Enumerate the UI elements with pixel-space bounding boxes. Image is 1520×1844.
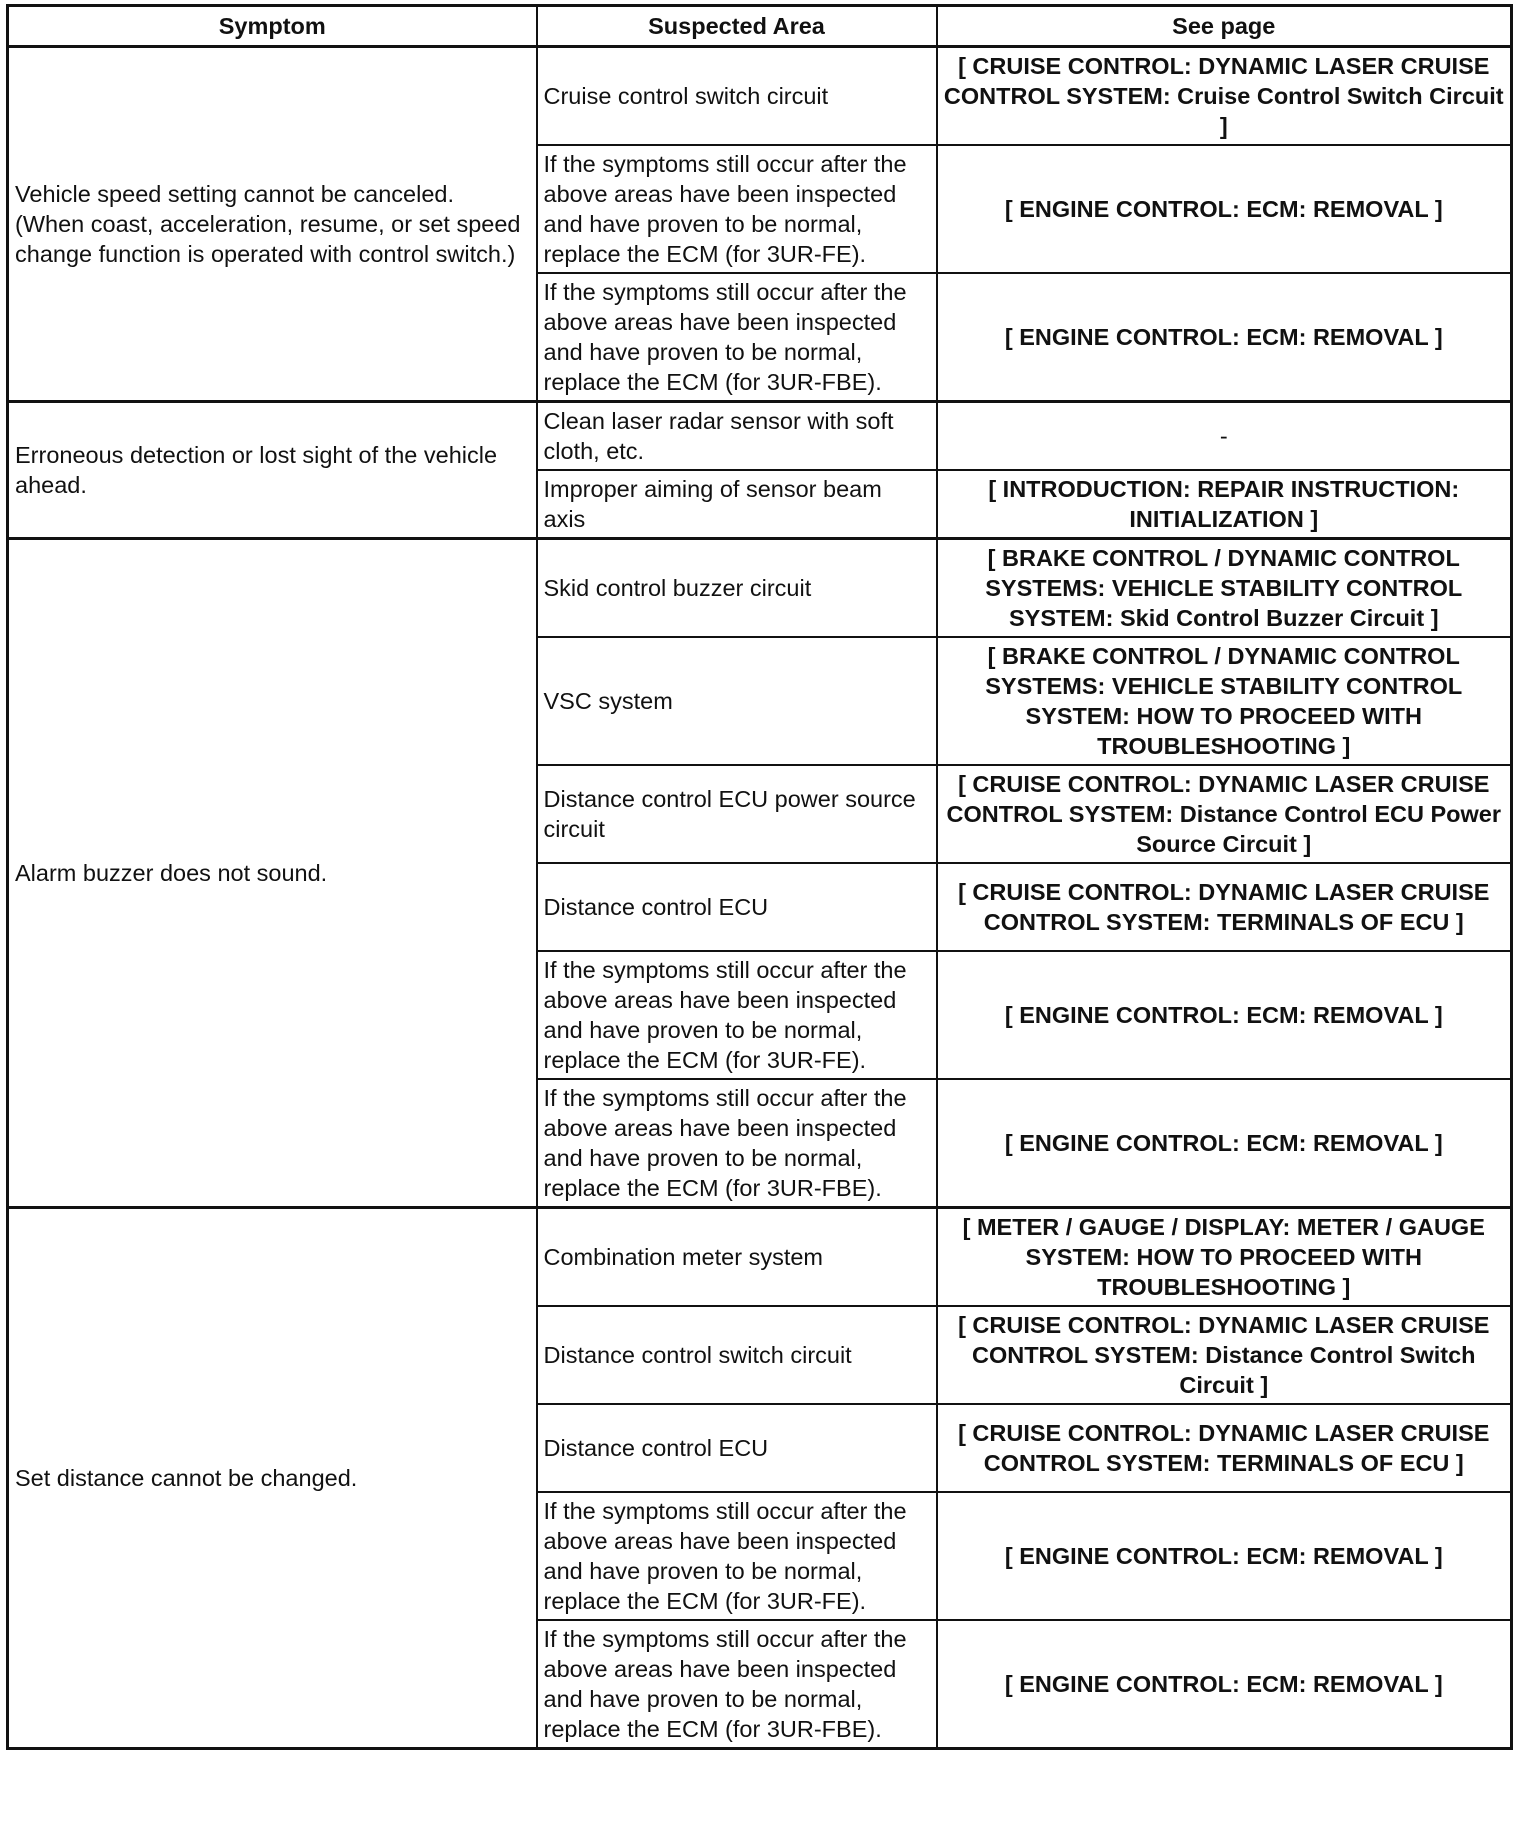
- see-page-cell: [ ENGINE CONTROL: ECM: REMOVAL ]: [937, 1492, 1512, 1620]
- see-page-cell: [ ENGINE CONTROL: ECM: REMOVAL ]: [937, 1079, 1512, 1208]
- symptom-group-speed-cancel: [8, 47, 1512, 402]
- symptom-group-alarm-buzzer: [8, 539, 1512, 1208]
- suspected-area-cell: If the symptoms still occur after the above areas have been inspected and have proven to be normal, replace the ECM (for 3UR-FBE).: [537, 1079, 937, 1208]
- suspected-area-cell: Distance control ECU power source circuit: [537, 765, 937, 863]
- suspected-area-cell: If the symptoms still occur after the above areas have been inspected and have proven to be normal, replace the ECM (for 3UR-FE).: [537, 145, 937, 273]
- see-page-cell: -: [937, 402, 1512, 471]
- suspected-area-cell: If the symptoms still occur after the above areas have been inspected and have proven to be normal, replace the ECM (for 3UR-FE).: [537, 1492, 937, 1620]
- see-page-cell: [ CRUISE CONTROL: DYNAMIC LASER CRUISE CONTROL SYSTEM: Distance Control Switch Circuit ]: [937, 1306, 1512, 1404]
- symptom-group-set-distance: [8, 1208, 1512, 1749]
- symptom-group-erroneous-detection: [8, 402, 1512, 539]
- suspected-area-cell: If the symptoms still occur after the above areas have been inspected and have proven to be normal, replace the ECM (for 3UR-FBE).: [537, 1620, 937, 1749]
- suspected-area-cell: If the symptoms still occur after the above areas have been inspected and have proven to be normal, replace the ECM (for 3UR-FE).: [537, 951, 937, 1079]
- table-row: [8, 47, 1512, 146]
- see-page-cell: [ CRUISE CONTROL: DYNAMIC LASER CRUISE CONTROL SYSTEM: Cruise Control Switch Circuit ]: [937, 47, 1512, 146]
- suspected-area-cell: Skid control buzzer circuit: [537, 539, 937, 638]
- symptom-cell: Erroneous detection or lost sight of the vehicle ahead.: [8, 402, 537, 539]
- troubleshooting-table: [6, 4, 1513, 1750]
- table-row: [8, 539, 1512, 638]
- see-page-cell: [ ENGINE CONTROL: ECM: REMOVAL ]: [937, 145, 1512, 273]
- header-see-page: See page: [937, 6, 1512, 47]
- suspected-area-cell: Distance control switch circuit: [537, 1306, 937, 1404]
- see-page-cell: [ CRUISE CONTROL: DYNAMIC LASER CRUISE CONTROL SYSTEM: TERMINALS OF ECU ]: [937, 863, 1512, 951]
- see-page-cell: [ CRUISE CONTROL: DYNAMIC LASER CRUISE CONTROL SYSTEM: Distance Control ECU Power Source Circuit ]: [937, 765, 1512, 863]
- see-page-cell: [ ENGINE CONTROL: ECM: REMOVAL ]: [937, 273, 1512, 402]
- see-page-cell: [ CRUISE CONTROL: DYNAMIC LASER CRUISE CONTROL SYSTEM: TERMINALS OF ECU ]: [937, 1404, 1512, 1492]
- symptom-cell: Alarm buzzer does not sound.: [8, 539, 537, 1208]
- table-row: [8, 1208, 1512, 1307]
- see-page-cell: [ ENGINE CONTROL: ECM: REMOVAL ]: [937, 1620, 1512, 1749]
- suspected-area-cell: Clean laser radar sensor with soft cloth, etc.: [537, 402, 937, 471]
- suspected-area-cell: VSC system: [537, 637, 937, 765]
- see-page-cell: [ BRAKE CONTROL / DYNAMIC CONTROL SYSTEMS: VEHICLE STABILITY CONTROL SYSTEM: Skid Control Buzzer Circuit ]: [937, 539, 1512, 638]
- table-header: [8, 6, 1512, 47]
- symptom-cell: Vehicle speed setting cannot be canceled. (When coast, acceleration, resume, or set speed change function is operated with control switch.): [8, 47, 537, 402]
- suspected-area-cell: Cruise control switch circuit: [537, 47, 937, 146]
- suspected-area-cell: Distance control ECU: [537, 863, 937, 951]
- header-row: [8, 6, 1512, 47]
- header-symptom: Symptom: [8, 6, 537, 47]
- see-page-cell: [ INTRODUCTION: REPAIR INSTRUCTION: INITIALIZATION ]: [937, 470, 1512, 539]
- see-page-cell: [ BRAKE CONTROL / DYNAMIC CONTROL SYSTEMS: VEHICLE STABILITY CONTROL SYSTEM: HOW TO PROCEED WITH TROUBLESHOOTING ]: [937, 637, 1512, 765]
- suspected-area-cell: Distance control ECU: [537, 1404, 937, 1492]
- header-suspected-area: Suspected Area: [537, 6, 937, 47]
- see-page-cell: [ METER / GAUGE / DISPLAY: METER / GAUGE SYSTEM: HOW TO PROCEED WITH TROUBLESHOOTING ]: [937, 1208, 1512, 1307]
- symptom-cell: Set distance cannot be changed.: [8, 1208, 537, 1749]
- suspected-area-cell: If the symptoms still occur after the above areas have been inspected and have proven to be normal, replace the ECM (for 3UR-FBE).: [537, 273, 937, 402]
- suspected-area-cell: Combination meter system: [537, 1208, 937, 1307]
- see-page-cell: [ ENGINE CONTROL: ECM: REMOVAL ]: [937, 951, 1512, 1079]
- table-row: [8, 402, 1512, 471]
- suspected-area-cell: Improper aiming of sensor beam axis: [537, 470, 937, 539]
